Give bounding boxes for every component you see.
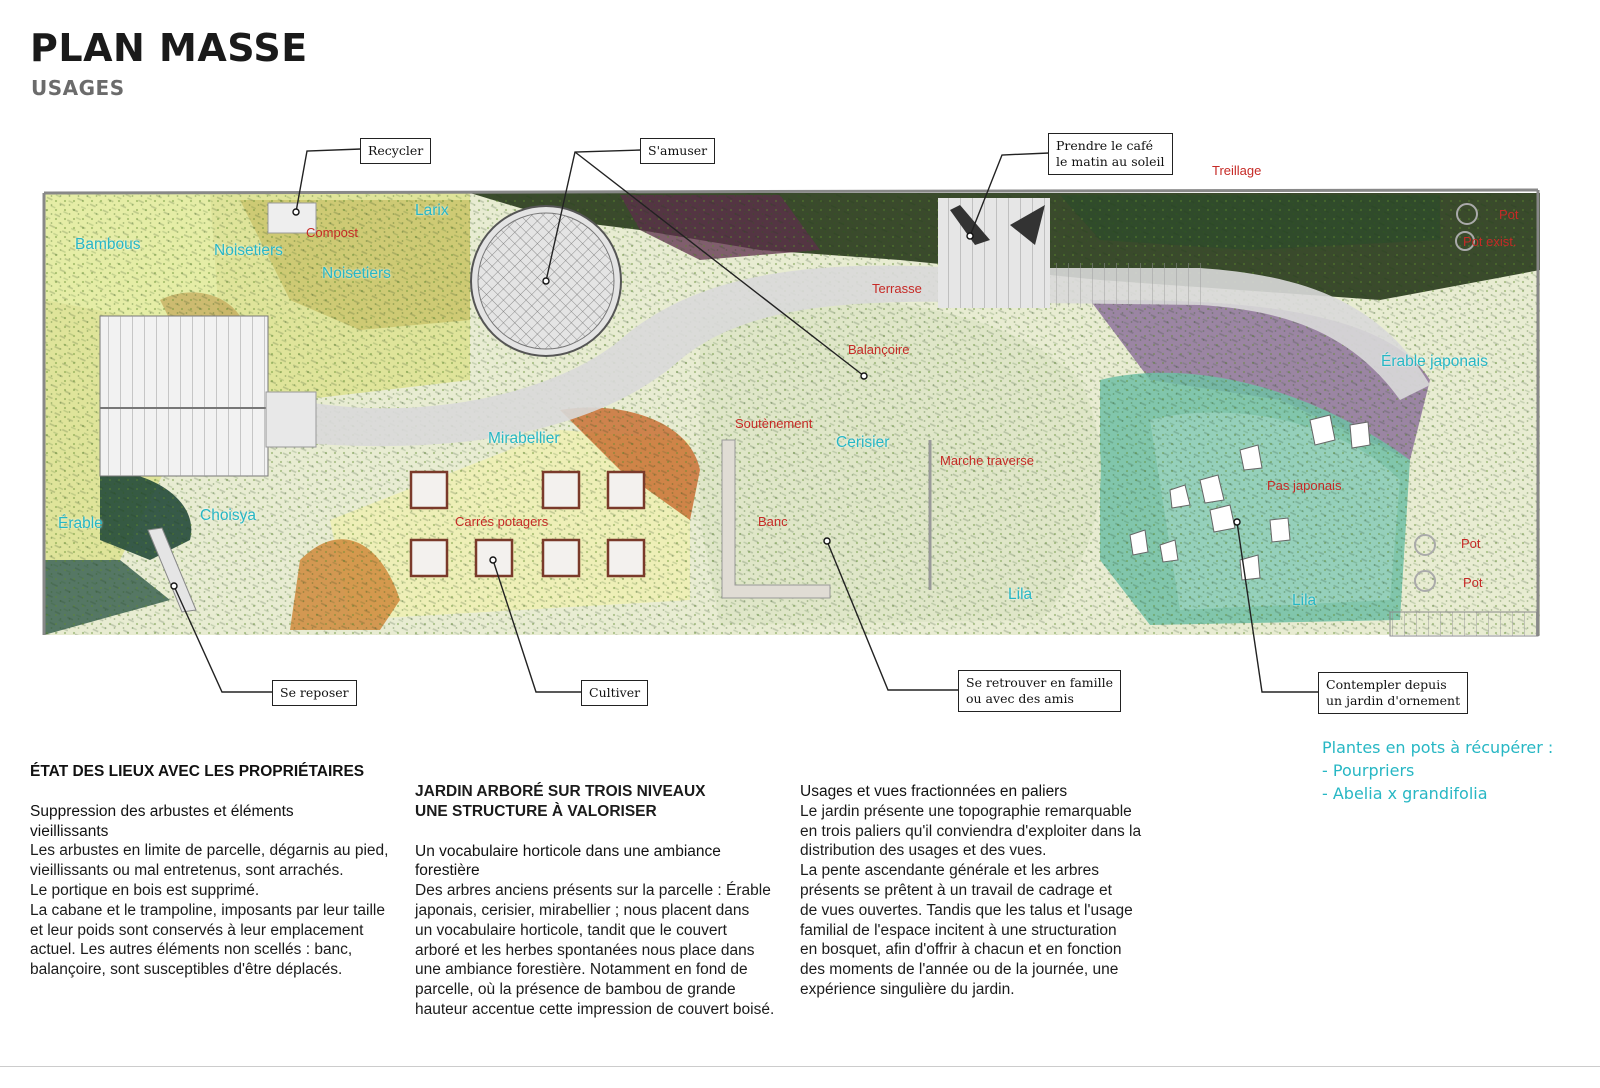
- label-pas-japonais: Pas japonais: [1267, 478, 1342, 493]
- callout-cultiver: Cultiver: [581, 680, 648, 706]
- text-line: présents se prêtent à un travail de cadrage et: [800, 881, 1112, 899]
- label-cerisier: Cerisier: [836, 434, 890, 451]
- text-line: une ambiance forestière. Notamment en fond de: [415, 961, 748, 979]
- label-erable-japonais: Érable japonais: [1381, 353, 1488, 370]
- plants-note-item: - Pourpriers: [1322, 761, 1415, 780]
- column-heading: JARDIN ARBORÉ SUR TROIS NIVEAUX: [415, 783, 706, 800]
- label-lila-2: Lila: [1292, 592, 1317, 609]
- label-pot-3: Pot: [1463, 575, 1483, 590]
- label-pot-exist: Pot exist.: [1463, 234, 1517, 249]
- callout-famille-line1: Se retrouver en famille: [966, 675, 1114, 690]
- text-line: actuel. Les autres éléments non scellés : banc,: [30, 941, 353, 959]
- label-noisetiers-2: Noisetiers: [322, 265, 391, 282]
- plants-note-item: - Abelia x grandifolia: [1322, 784, 1488, 803]
- text-line: parcelle, où la présence de bambou de grande: [415, 981, 736, 999]
- column-heading: Usages et vues fractionnées en paliers: [800, 783, 1068, 800]
- bottom-divider: [0, 1066, 1600, 1067]
- text-line: Des arbres anciens présents sur la parcelle : Érable: [415, 882, 771, 900]
- plants-note: [1322, 736, 1553, 805]
- label-carres: Carrés potagers: [455, 514, 549, 529]
- label-pot-2: Pot: [1461, 536, 1481, 551]
- callout-samuser: S'amuser: [640, 138, 715, 164]
- label-banc: Banc: [758, 514, 788, 529]
- column-heading: UNE STRUCTURE À VALORISER: [415, 802, 657, 820]
- callout-contempler-line1: Contempler depuis: [1326, 677, 1447, 692]
- text-line: balançoire, sont susceptibles d'être déplacés.: [30, 961, 343, 979]
- callout-cafe: [1048, 133, 1173, 175]
- label-marche: Marche traverse: [940, 453, 1034, 468]
- text-line: de vues ouvertes. Tandis que les talus et l'usage: [800, 901, 1133, 919]
- callout-famille-line2: ou avec des amis: [966, 691, 1074, 706]
- column-subheading: Suppression des arbustes et éléments: [30, 802, 294, 820]
- text-line: en bosquet, afin d'offrir à chacun et en fonction: [800, 941, 1122, 959]
- text-line: arboré et les herbes spontanées nous place dans: [415, 941, 755, 959]
- text-line: un vocabulaire horticole, tandit que le couvert: [415, 921, 727, 939]
- label-compost: Compost: [306, 225, 359, 240]
- text-line: La cabane et le trampoline, imposants par leur taille: [30, 901, 385, 919]
- label-balancoire: Balançoire: [848, 342, 910, 357]
- text-column-usages: [800, 782, 1170, 1000]
- column-subheading: vieillissants: [30, 822, 109, 840]
- text-line: des moments de l'année ou de la journée, une: [800, 961, 1119, 979]
- callout-cafe-line1: Prendre le café: [1056, 138, 1154, 153]
- label-treillage: Treillage: [1212, 163, 1262, 178]
- label-mirabellier: Mirabellier: [488, 430, 560, 447]
- text-line: distribution des usages et des vues.: [800, 842, 1047, 860]
- label-terrasse: Terrasse: [872, 281, 922, 296]
- label-erable: Érable: [58, 515, 103, 532]
- callout-contempler-line2: un jardin d'ornement: [1326, 693, 1461, 708]
- text-column-etat: [30, 762, 400, 980]
- text-line: Le jardin présente une topographie remarquable: [800, 802, 1132, 820]
- text-line: expérience singulière du jardin.: [800, 980, 1015, 998]
- text-line: familial de l'espace incitent à une structuration: [800, 921, 1117, 939]
- plot-boundary: [44, 190, 1538, 193]
- text-column-jardin: [415, 782, 795, 1020]
- column-heading: ÉTAT DES LIEUX AVEC LES PROPRIÉTAIRES: [30, 763, 365, 780]
- text-line: en trois paliers qu'il conviendra d'exploiter dans la: [800, 822, 1142, 840]
- plants-note-title: Plantes en pots à récupérer :: [1322, 738, 1554, 757]
- label-choisya: Choisya: [200, 507, 256, 524]
- text-line: et leur poids sont conservés à leur emplacement: [30, 921, 364, 939]
- callout-famille: [958, 670, 1121, 712]
- label-larix: Larix: [415, 202, 449, 219]
- label-soutenement: Soutènement: [735, 416, 813, 431]
- label-lila-1: Lila: [1008, 586, 1033, 603]
- text-line: japonais, cerisier, mirabellier ; nous placent dans: [415, 901, 750, 919]
- column-subheading: forestière: [415, 862, 480, 880]
- text-line: vieillissants ou mal entretenus, sont arrachés.: [30, 862, 344, 880]
- callout-cafe-line2: le matin au soleil: [1056, 154, 1165, 169]
- callout-contempler: [1318, 672, 1468, 714]
- callout-recycler: Recycler: [360, 138, 431, 164]
- label-bambous: Bambous: [75, 236, 141, 253]
- label-pot-1: Pot: [1499, 207, 1519, 222]
- page-subtitle: USAGES: [31, 76, 125, 100]
- text-line: Le portique en bois est supprimé.: [30, 881, 260, 899]
- callout-reposer: Se reposer: [272, 680, 357, 706]
- text-line: Les arbustes en limite de parcelle, dégarnis au pied,: [30, 842, 389, 860]
- page-title: PLAN MASSE: [30, 26, 308, 70]
- text-line: La pente ascendante générale et les arbres: [800, 862, 1100, 880]
- label-noisetiers-1: Noisetiers: [214, 242, 283, 259]
- column-subheading: Un vocabulaire horticole dans une ambiance: [415, 842, 721, 860]
- text-line: hauteur accentue cette impression de couvert boisé.: [415, 1000, 775, 1018]
